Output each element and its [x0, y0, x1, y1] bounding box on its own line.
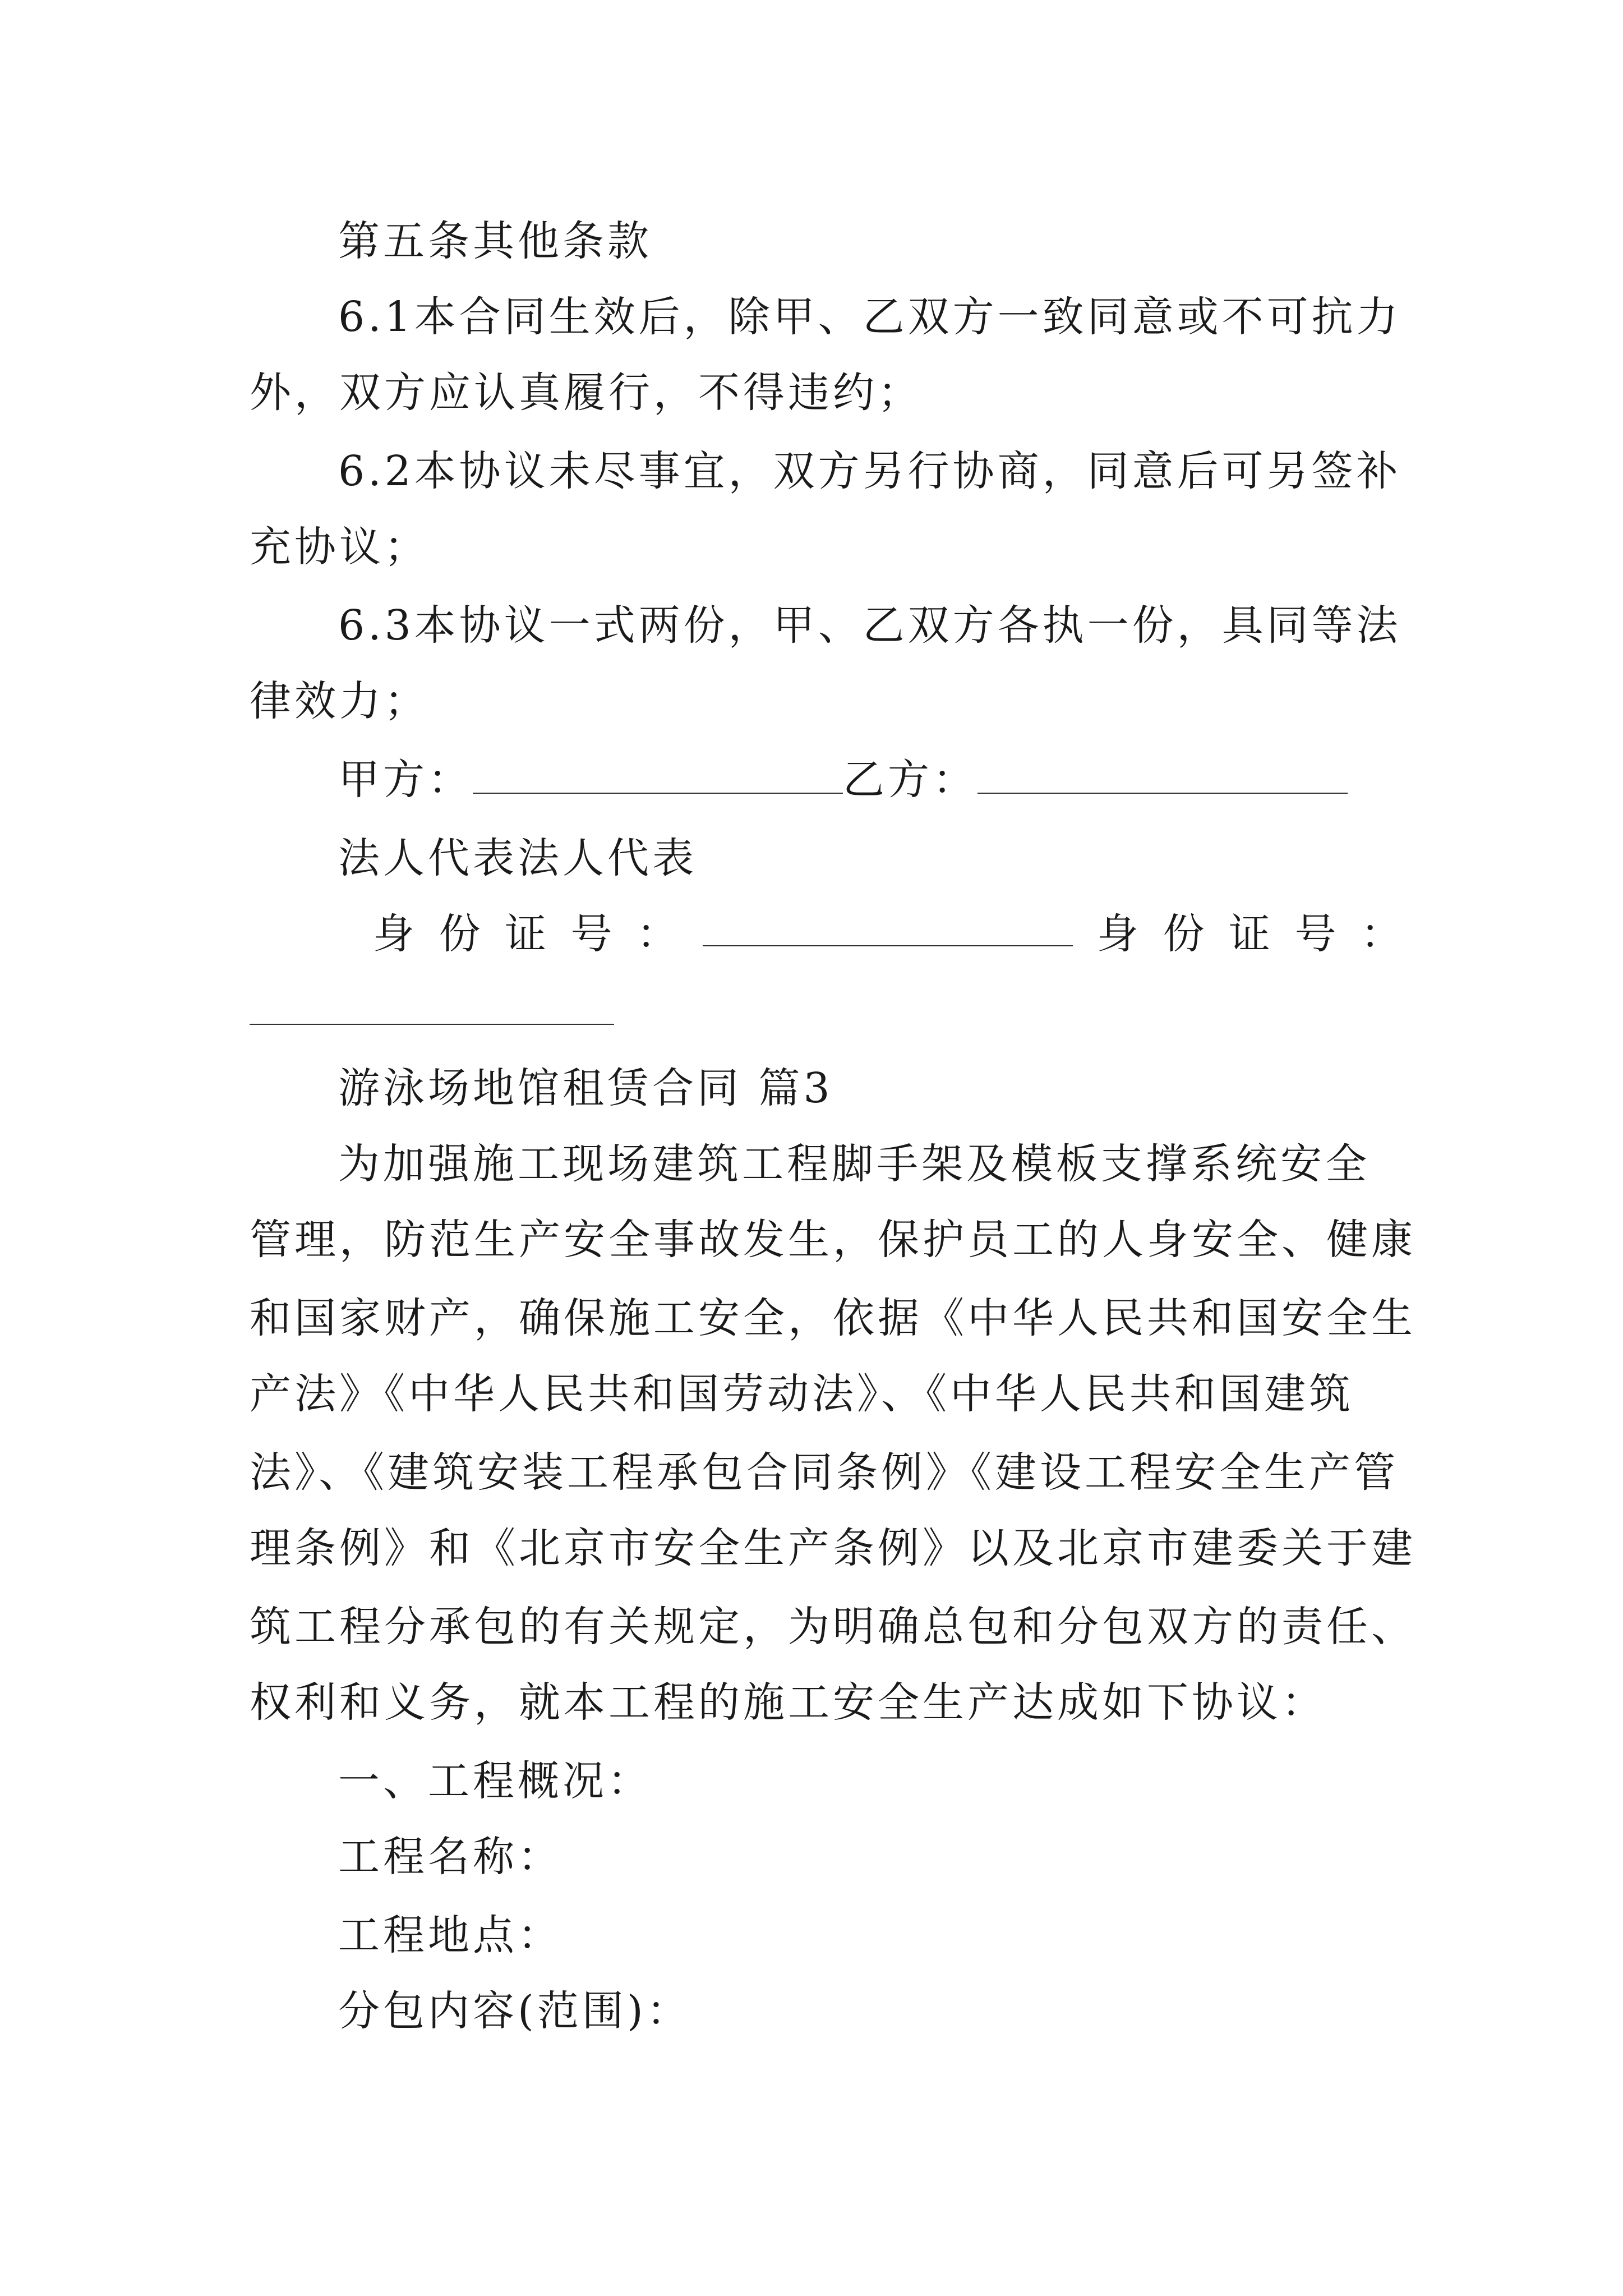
id-a-blank	[703, 906, 1073, 946]
id-number-line	[373, 906, 1402, 962]
clause-6-2-line-2: 充协议；	[250, 523, 429, 571]
clause-6-1-line-1: 6.1本合同生效后，除甲、乙双方一致同意或不可抗力	[338, 293, 1401, 341]
section-3-paragraph-line-2: 管理，防范生产安全事故发生，保护员工的人身安全、健康	[250, 1216, 1416, 1264]
id-label-b-char-2: 份	[1163, 910, 1205, 958]
section-3-paragraph-line-8: 权利和义务，就本工程的施工安全生产达成如下协议：	[250, 1678, 1326, 1727]
legal-representative-line: 法人代表法人代表	[338, 834, 697, 882]
overview-heading: 一、工程概况：	[338, 1757, 652, 1805]
section-3-paragraph-line-5: 法》、《建筑安装工程承包合同条例》《建设工程安全生产管	[250, 1448, 1399, 1497]
party-a-label: 甲方：	[338, 756, 473, 804]
id-label-b-char-1: 身	[1097, 910, 1138, 958]
party-a-blank	[473, 753, 843, 794]
clause-6-3-line-2: 律效力；	[250, 677, 429, 725]
section-3-paragraph-line-1: 为加强施工现场建筑工程脚手架及模板支撑系统安全	[338, 1140, 1370, 1188]
section-3-title: 游泳场地馆租赁合同 篇3	[338, 1064, 833, 1112]
subcontract-scope-label: 分包内容(范围)：	[338, 1987, 691, 2035]
id-label-b-char-3: 证	[1229, 910, 1270, 958]
project-name-label: 工程名称：	[338, 1833, 562, 1881]
id-label-a-char-2: 份	[439, 910, 481, 958]
id-label-a-char-4: 号	[570, 910, 612, 958]
party-b-blank	[978, 753, 1348, 794]
party-b-label: 乙方：	[843, 756, 978, 804]
clause-6-1-line-2: 外，双方应认真履行，不得违约；	[250, 369, 923, 417]
id-label-b-char-4: 号	[1294, 910, 1336, 958]
id-b-blank	[250, 1024, 614, 1025]
clause-6-3-line-1: 6.3本协议一式两份，甲、乙双方各执一份，具同等法	[338, 601, 1401, 650]
id-label-a-char-3: 证	[505, 910, 546, 958]
section-3-paragraph-line-6: 理条例》和《北京市安全生产条例》以及北京市建委关于建	[250, 1524, 1416, 1572]
section-3-paragraph-line-7: 筑工程分承包的有关规定，为明确总包和分包双方的责任、	[250, 1603, 1416, 1651]
signature-parties-line	[338, 752, 1393, 808]
id-label-b-char-5: ：	[1361, 910, 1402, 958]
project-location-label: 工程地点：	[338, 1911, 562, 1959]
section-3-paragraph-line-4: 产法》《中华人民共和国劳动法》、《中华人民共和国建筑	[250, 1370, 1354, 1418]
article-five-heading: 第五条其他条款	[338, 217, 652, 265]
clause-6-2-line-1: 6.2本协议未尽事宜，双方另行协商，同意后可另签补	[338, 447, 1401, 495]
id-label-a-char-5: ：	[637, 910, 678, 958]
id-label-a-char-1: 身	[373, 910, 414, 958]
section-3-paragraph-line-3: 和国家财产，确保施工安全，依据《中华人民共和国安全生	[250, 1294, 1416, 1342]
